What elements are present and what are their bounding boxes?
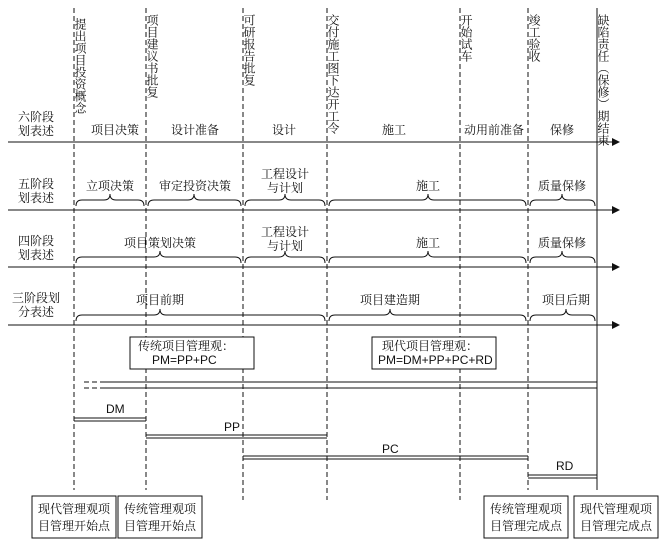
arrowhead <box>612 263 620 271</box>
modern-view-title: 现代项目管理观： <box>382 339 479 353</box>
stage-label: 与计划 <box>266 181 304 195</box>
brace <box>530 309 595 321</box>
brace <box>329 251 526 263</box>
row-six-title-line2: 划表述 <box>17 124 55 138</box>
stage-label: 与计划 <box>266 239 304 253</box>
row-three-title-line1: 三阶段划 <box>11 291 61 305</box>
brace <box>329 194 526 206</box>
traditional-view-box <box>130 337 254 369</box>
note-traditional-start <box>118 496 202 538</box>
brace <box>76 309 325 321</box>
management-bars <box>74 402 597 478</box>
brace <box>148 194 241 206</box>
note-traditional-end <box>484 496 568 538</box>
note-text-line1: 传统管理观项 <box>489 502 563 516</box>
brace <box>76 251 241 263</box>
arrowhead <box>612 321 620 329</box>
brace <box>245 251 325 263</box>
stage-label: 项目策划决策 <box>123 236 197 250</box>
bar-label-rd: RD <box>556 459 574 473</box>
stage-label: 审定投资决策 <box>158 179 232 193</box>
note-text-line2: 目管理开始点 <box>123 519 197 533</box>
modern-view-formula: PM=DM+PP+PC+RD <box>378 353 493 367</box>
stage-label: 立项决策 <box>85 179 135 193</box>
arrowhead <box>612 206 620 214</box>
row-six-title-line1: 六阶段 <box>17 110 55 124</box>
row-four-title-line1: 四阶段 <box>17 234 55 248</box>
milestone-labels <box>73 13 610 146</box>
stage-label: 项目决策 <box>90 123 140 137</box>
stage-label: 工程设计 <box>260 167 310 181</box>
row-five-stages <box>8 166 620 214</box>
note-text-line2: 目管理开始点 <box>37 519 111 533</box>
bar-label-dm: DM <box>106 402 125 416</box>
brace <box>530 194 595 206</box>
traditional-view-formula: PM=PP+PC <box>152 353 217 367</box>
brace <box>329 309 526 321</box>
row-four-stages <box>8 224 620 271</box>
milestone-label-2: 项目建议书批复 <box>145 14 159 98</box>
milestone-label-7: 缺陷责任（保修）期结束 <box>596 14 610 146</box>
bar-label-pp: PP <box>224 420 241 434</box>
brace <box>245 194 325 206</box>
note-text-line2: 目管理完成点 <box>489 519 563 533</box>
row-five-title-line1: 五阶段 <box>17 177 55 191</box>
note-text-line1: 传统管理观项 <box>123 502 197 516</box>
stage-label: 项目前期 <box>135 293 185 307</box>
note-modern-start <box>32 496 116 538</box>
row-three-title-line2: 分表述 <box>17 305 55 319</box>
stage-label: 施工 <box>381 123 407 137</box>
row-five-title-line2: 划表述 <box>17 191 55 205</box>
stage-label: 质量保修 <box>537 179 587 193</box>
milestone-label-4: 交付施工图下达开工令 <box>326 14 340 134</box>
milestone-label-5: 开始试车 <box>459 14 473 62</box>
milestone-label-1: 提出项目投资概念 <box>73 18 87 114</box>
row-four-title-line2: 划表述 <box>17 248 55 262</box>
stage-label: 项目后期 <box>541 293 591 307</box>
stage-label: 动用前准备 <box>463 123 525 137</box>
modern-view-box <box>372 337 496 369</box>
bar-label-pc: PC <box>382 442 399 456</box>
stage-label: 设计 <box>271 123 297 137</box>
stage-label: 施工 <box>415 236 441 250</box>
arrowhead <box>612 138 620 146</box>
milestone-label-6: 竣工验收 <box>527 14 541 62</box>
note-text-line2: 目管理完成点 <box>579 519 653 533</box>
stage-label: 施工 <box>415 179 441 193</box>
stage-label: 质量保修 <box>537 236 587 250</box>
brace <box>76 194 144 206</box>
milestone-label-3: 可研报告批复 <box>242 14 256 86</box>
traditional-view-title: 传统项目管理观： <box>138 339 235 353</box>
note-text-line1: 现代管理观项 <box>579 502 653 516</box>
stage-label: 项目建造期 <box>359 293 421 307</box>
note-modern-end <box>574 496 658 538</box>
brace <box>530 251 595 263</box>
double-timeline <box>84 382 597 388</box>
stage-label: 工程设计 <box>260 225 310 239</box>
stage-label: 设计准备 <box>170 123 220 137</box>
stage-label: 保修 <box>549 123 575 137</box>
note-text-line1: 现代管理观项 <box>37 502 111 516</box>
